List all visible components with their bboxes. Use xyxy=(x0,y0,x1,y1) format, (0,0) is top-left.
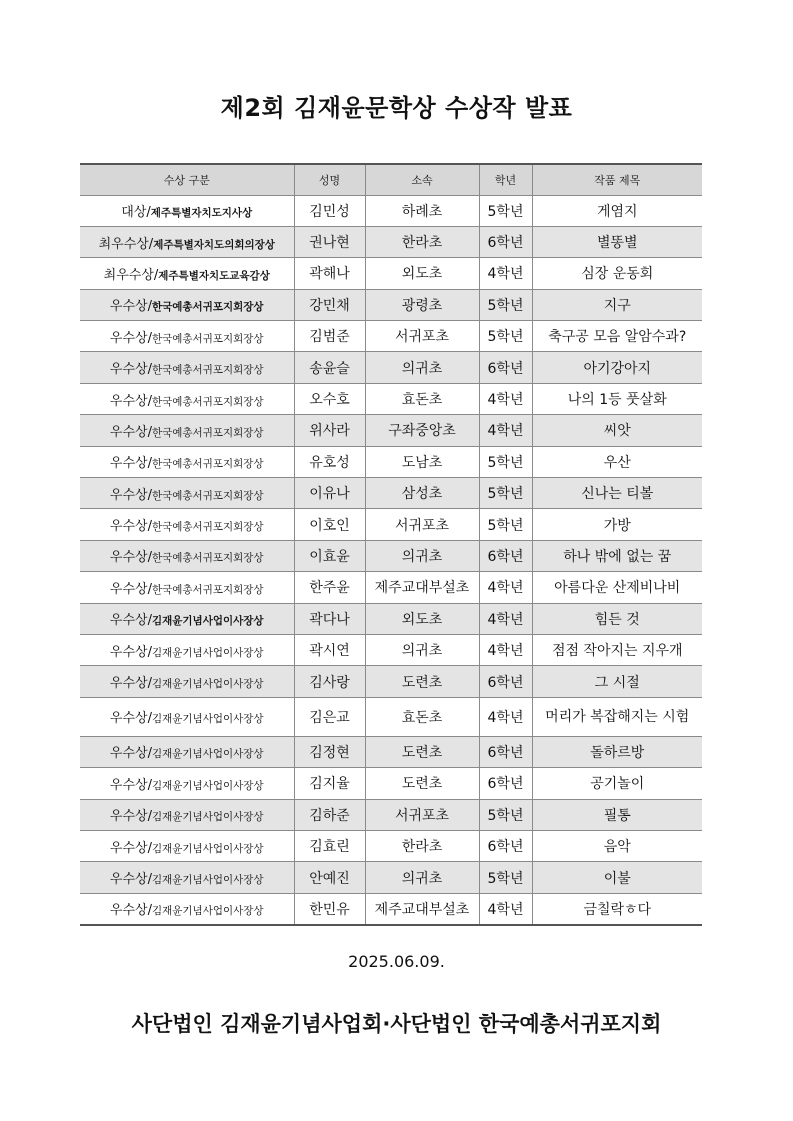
award-category-cell xyxy=(80,509,294,540)
award-sponsor: 김재윤기념사업이사장상 xyxy=(151,842,264,855)
award-level: 우수상/ xyxy=(109,613,152,629)
school: 의귀초 xyxy=(365,352,479,383)
award-level: 우수상/ xyxy=(109,299,152,315)
winner-name: 김사랑 xyxy=(294,666,365,697)
award-sponsor: 김재윤기념사업이사장상 xyxy=(151,779,264,792)
award-level: 우수상/ xyxy=(109,550,152,566)
page-title: 제2회 김재윤문학상 수상작 발표 xyxy=(220,94,573,122)
award-level: 우수상/ xyxy=(109,424,152,440)
grade: 5학년 xyxy=(479,289,532,320)
award-sponsor: 한국예총서귀포지회장상 xyxy=(151,395,264,408)
table-row xyxy=(80,415,702,446)
table-row xyxy=(80,603,702,634)
school: 도남초 xyxy=(365,446,479,477)
work-title: 하나 밖에 없는 꿈 xyxy=(532,540,702,571)
grade: 4학년 xyxy=(479,383,532,414)
table-row xyxy=(80,352,702,383)
work-title: 머리가 복잡해지는 시험 xyxy=(532,697,702,736)
award-sponsor: 김재윤기념사업이사장상 xyxy=(151,748,264,761)
award-level: 우수상/ xyxy=(109,746,152,762)
award-category-cell xyxy=(80,666,294,697)
award-level: 우수상/ xyxy=(109,809,152,825)
school: 서귀포초 xyxy=(365,321,479,352)
award-category-cell xyxy=(80,415,294,446)
award-sponsor: 김재윤기념사업이사장상 xyxy=(151,678,264,691)
winner-name: 위사라 xyxy=(294,415,365,446)
award-level: 우수상/ xyxy=(109,903,152,919)
work-title: 공기놀이 xyxy=(532,768,702,799)
work-title: 지구 xyxy=(532,289,702,320)
work-title: 씨앗 xyxy=(532,415,702,446)
work-title: 심장 운동회 xyxy=(532,258,702,289)
award-sponsor: 김재윤기념사업이사장상 xyxy=(151,811,264,824)
award-level: 우수상/ xyxy=(109,393,152,409)
winner-name: 김지율 xyxy=(294,768,365,799)
grade: 6학년 xyxy=(479,830,532,861)
work-title: 음악 xyxy=(532,830,702,861)
award-category-cell xyxy=(80,768,294,799)
winner-name: 김민성 xyxy=(294,195,365,226)
school: 서귀포초 xyxy=(365,509,479,540)
award-category-cell xyxy=(80,478,294,509)
award-sponsor: 한국예총서귀포지회장상 xyxy=(151,552,264,565)
award-level: 우수상/ xyxy=(109,487,152,503)
winner-name: 김은교 xyxy=(294,697,365,736)
grade: 5학년 xyxy=(479,509,532,540)
school: 의귀초 xyxy=(365,540,479,571)
award-sponsor: 김재윤기념사업이사장상 xyxy=(151,713,264,726)
grade: 5학년 xyxy=(479,478,532,509)
award-sponsor: 한국예총서귀포지회장상 xyxy=(151,426,264,439)
table-row xyxy=(80,862,702,893)
work-title: 돌하르방 xyxy=(532,736,702,767)
school: 제주교대부설초 xyxy=(365,893,479,924)
grade: 6학년 xyxy=(479,736,532,767)
school: 효돈초 xyxy=(365,383,479,414)
grade: 5학년 xyxy=(479,799,532,830)
work-title: 별똥별 xyxy=(532,226,702,257)
table-row xyxy=(80,509,702,540)
award-category-cell xyxy=(80,572,294,603)
award-category-cell xyxy=(80,226,294,257)
work-title: 나의 1등 풋살화 xyxy=(532,383,702,414)
award-level: 우수상/ xyxy=(109,872,152,887)
award-category-cell xyxy=(80,446,294,477)
table-row xyxy=(80,446,702,477)
award-level: 우수상/ xyxy=(109,711,152,727)
table-row xyxy=(80,736,702,767)
school: 서귀포초 xyxy=(365,799,479,830)
award-level: 우수상/ xyxy=(109,676,152,692)
winner-name: 강민채 xyxy=(294,289,365,320)
announcement-date: 2025.06.09. xyxy=(348,952,445,971)
table-row xyxy=(80,893,702,924)
award-level: 우수상/ xyxy=(109,330,152,346)
grade: 4학년 xyxy=(479,893,532,924)
table-row xyxy=(80,830,702,861)
award-level: 대상/ xyxy=(121,205,151,221)
table-row xyxy=(80,321,702,352)
work-title: 그 시절 xyxy=(532,666,702,697)
award-sponsor: 제주특별자치도의회의장상 xyxy=(153,238,275,251)
award-category-cell xyxy=(80,634,294,665)
award-category-cell xyxy=(80,697,294,736)
awards-table xyxy=(80,163,702,926)
school: 구좌중앙초 xyxy=(365,415,479,446)
winner-name: 송윤슬 xyxy=(294,352,365,383)
grade: 4학년 xyxy=(479,603,532,634)
grade: 4학년 xyxy=(479,415,532,446)
table-row xyxy=(80,540,702,571)
school: 효돈초 xyxy=(365,697,479,736)
organizer-footer: 사단법인 김재윤기념사업회·사단법인 한국예총서귀포지회 xyxy=(131,1012,662,1036)
school: 광령초 xyxy=(365,289,479,320)
table-row xyxy=(80,768,702,799)
grade: 6학년 xyxy=(479,226,532,257)
grade: 4학년 xyxy=(479,634,532,665)
school: 의귀초 xyxy=(365,862,479,893)
award-level: 우수상/ xyxy=(109,362,152,378)
award-level: 우수상/ xyxy=(109,456,152,472)
award-sponsor: 김재윤기념사업이사장상 xyxy=(151,905,264,918)
award-level: 우수상/ xyxy=(109,777,152,793)
winner-name: 곽다나 xyxy=(294,603,365,634)
award-sponsor: 한국예총서귀포지회장상 xyxy=(151,521,264,534)
winner-name: 김범준 xyxy=(294,321,365,352)
grade: 6학년 xyxy=(479,540,532,571)
work-title: 필통 xyxy=(532,799,702,830)
winner-name: 한주윤 xyxy=(294,572,365,603)
header-grade: 학년 xyxy=(479,164,532,195)
award-sponsor: 제주특별자치도교육감상 xyxy=(158,269,270,282)
award-category-cell xyxy=(80,321,294,352)
award-category-cell xyxy=(80,195,294,226)
table-row xyxy=(80,289,702,320)
work-title: 힘든 것 xyxy=(532,603,702,634)
work-title: 아기강아지 xyxy=(532,352,702,383)
grade: 4학년 xyxy=(479,572,532,603)
school: 외도초 xyxy=(365,603,479,634)
winner-name: 한민유 xyxy=(294,893,365,924)
award-sponsor: 한국예총서귀포지회장상 xyxy=(151,364,264,377)
header-work: 작품 제목 xyxy=(532,164,702,195)
school: 한라초 xyxy=(365,226,479,257)
grade: 5학년 xyxy=(479,321,532,352)
winner-name: 이유나 xyxy=(294,478,365,509)
school: 외도초 xyxy=(365,258,479,289)
school: 삼성초 xyxy=(365,478,479,509)
school: 하례초 xyxy=(365,195,479,226)
award-category-cell xyxy=(80,862,294,893)
school: 도련초 xyxy=(365,666,479,697)
school: 도련초 xyxy=(365,768,479,799)
work-title: 가방 xyxy=(532,509,702,540)
winner-name: 김하준 xyxy=(294,799,365,830)
school: 제주교대부설초 xyxy=(365,572,479,603)
winner-name: 안예진 xyxy=(294,862,365,893)
award-category-cell xyxy=(80,383,294,414)
work-title: 축구공 모음 알암수과? xyxy=(532,321,702,352)
table-row xyxy=(80,634,702,665)
award-sponsor: 김재윤기념사업이사장상 xyxy=(151,615,264,628)
award-sponsor: 제주특별자치도지사상 xyxy=(150,207,253,220)
award-category-cell xyxy=(80,736,294,767)
table-row xyxy=(80,226,702,257)
table-row xyxy=(80,258,702,289)
award-category-cell xyxy=(80,893,294,924)
winner-name: 김정현 xyxy=(294,736,365,767)
school: 의귀초 xyxy=(365,634,479,665)
table-row xyxy=(80,697,702,736)
grade: 5학년 xyxy=(479,862,532,893)
header-school: 소속 xyxy=(365,164,479,195)
award-level: 최우수상/ xyxy=(98,236,154,252)
work-title: 우산 xyxy=(532,446,702,477)
award-category-cell xyxy=(80,289,294,320)
grade: 5학년 xyxy=(479,195,532,226)
award-sponsor: 한국예총서귀포지회장상 xyxy=(151,458,264,471)
award-level: 우수상/ xyxy=(109,840,152,856)
grade: 6학년 xyxy=(479,352,532,383)
work-title: 이불 xyxy=(532,862,702,893)
award-category-cell xyxy=(80,799,294,830)
award-sponsor: 한국예총서귀포지회장상 xyxy=(151,301,264,314)
school: 도련초 xyxy=(365,736,479,767)
award-sponsor: 김재윤기념사업이사장상 xyxy=(151,874,264,886)
work-title: 점점 작아지는 지우개 xyxy=(532,634,702,665)
grade: 6학년 xyxy=(479,666,532,697)
grade: 4학년 xyxy=(479,258,532,289)
award-sponsor: 한국예총서귀포지회장상 xyxy=(151,489,264,502)
winner-name: 김효린 xyxy=(294,830,365,861)
work-title: 게염지 xyxy=(532,195,702,226)
work-title: 신나는 티볼 xyxy=(532,478,702,509)
award-level: 우수상/ xyxy=(109,519,152,535)
table-header-row xyxy=(80,164,702,195)
table-body xyxy=(80,195,702,925)
award-category-cell xyxy=(80,540,294,571)
award-category-cell xyxy=(80,258,294,289)
table-row xyxy=(80,799,702,830)
table-row xyxy=(80,666,702,697)
grade: 4학년 xyxy=(479,697,532,736)
winner-name: 유호성 xyxy=(294,446,365,477)
award-level: 최우수상/ xyxy=(103,267,159,283)
header-name: 성명 xyxy=(294,164,365,195)
award-level: 우수상/ xyxy=(109,581,152,597)
table-row xyxy=(80,383,702,414)
winner-name: 곽해나 xyxy=(294,258,365,289)
work-title: 금칠락ㅎ다 xyxy=(532,893,702,924)
grade: 5학년 xyxy=(479,446,532,477)
grade: 6학년 xyxy=(479,768,532,799)
award-category-cell xyxy=(80,352,294,383)
winner-name: 이효윤 xyxy=(294,540,365,571)
table-row xyxy=(80,195,702,226)
award-sponsor: 한국예총서귀포지회장상 xyxy=(151,583,264,596)
header-category: 수상 구분 xyxy=(80,164,294,195)
table-row xyxy=(80,478,702,509)
school: 한라초 xyxy=(365,830,479,861)
award-category-cell xyxy=(80,830,294,861)
award-sponsor: 김재윤기념사업이사장상 xyxy=(151,646,264,659)
winner-name: 오수호 xyxy=(294,383,365,414)
work-title: 아름다운 산제비나비 xyxy=(532,572,702,603)
table-row xyxy=(80,572,702,603)
winner-name: 이호인 xyxy=(294,509,365,540)
winner-name: 곽시연 xyxy=(294,634,365,665)
award-sponsor: 한국예총서귀포지회장상 xyxy=(151,332,264,345)
award-level: 우수상/ xyxy=(109,644,152,660)
winner-name: 권나현 xyxy=(294,226,365,257)
award-category-cell xyxy=(80,603,294,634)
